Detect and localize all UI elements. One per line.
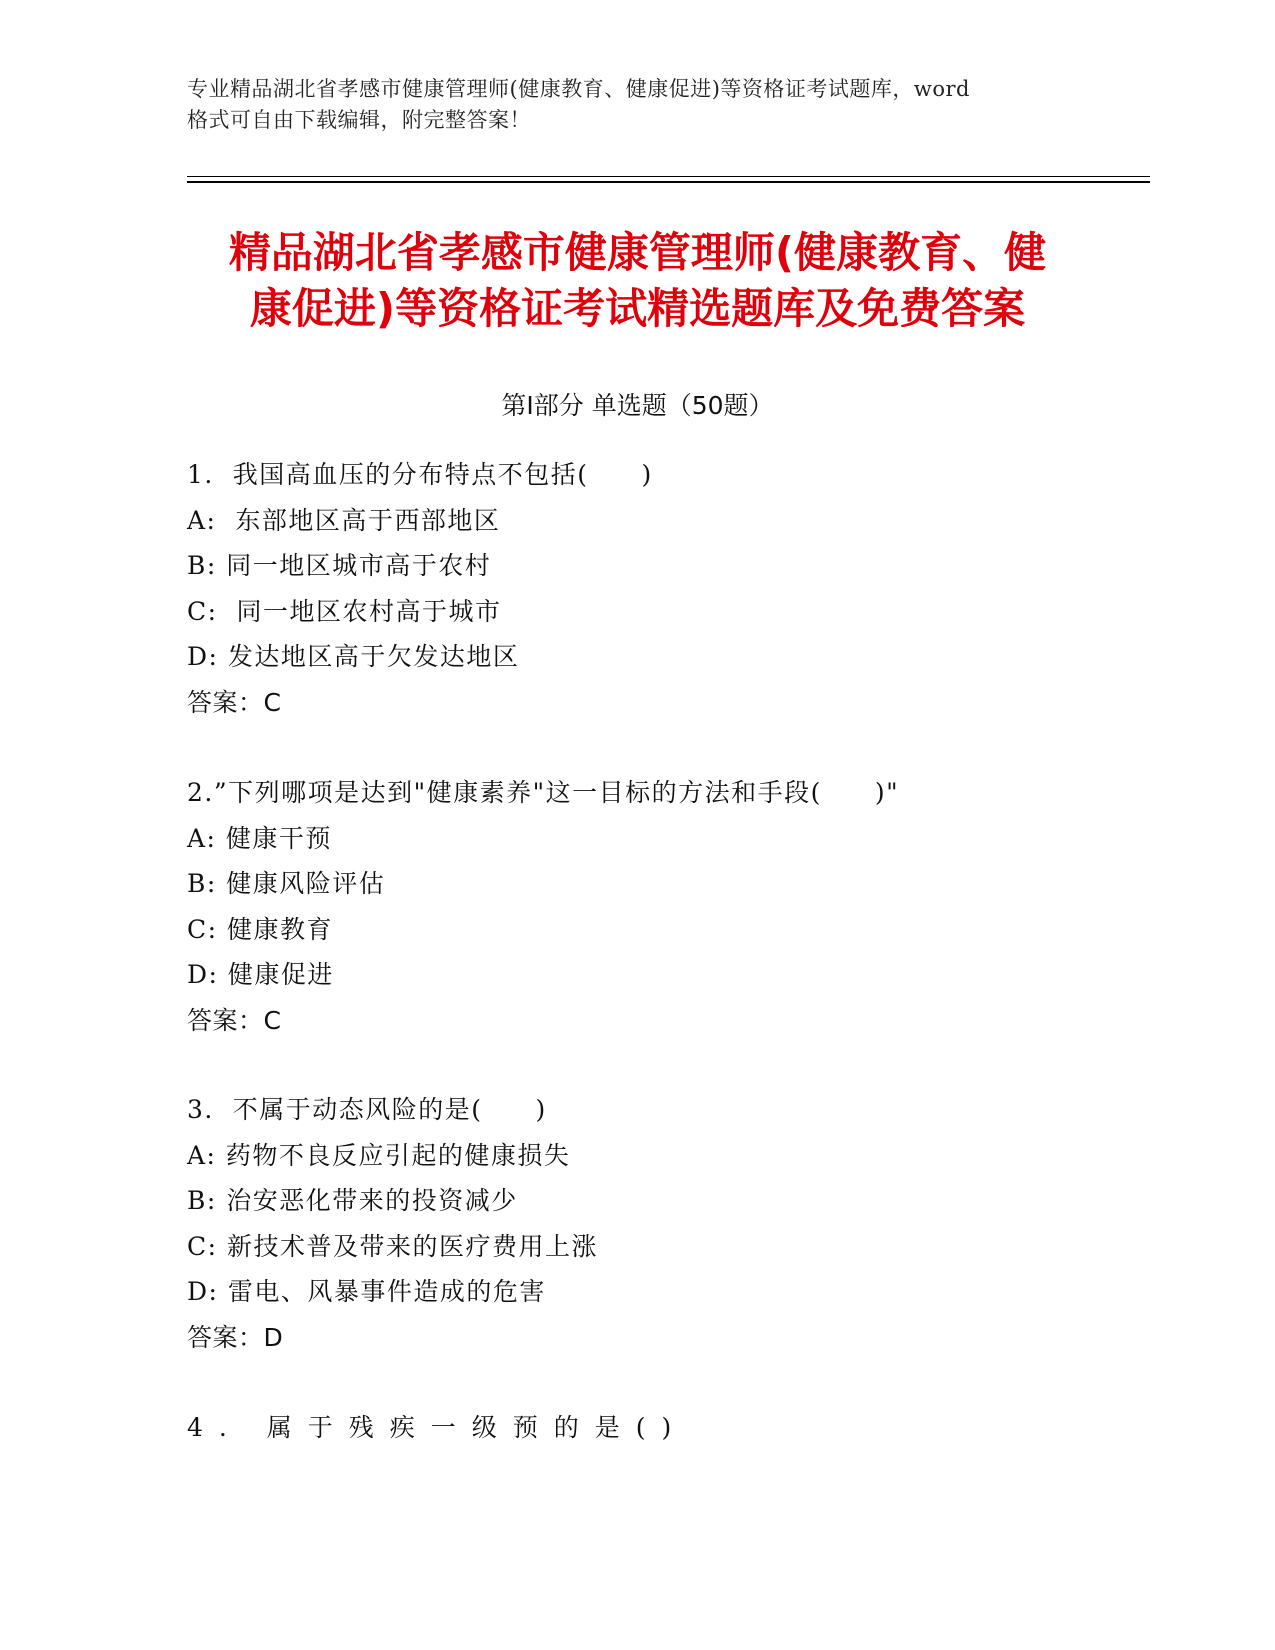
header-note — [187, 74, 1087, 136]
question-stem: 3. 不属于动态风险的是( ) — [187, 1095, 547, 1124]
option-a: A: 健康干预 — [187, 823, 332, 853]
question-stem: 2.”下列哪项是达到"健康素养"这一目标的方法和手段( )" — [187, 778, 900, 807]
option-c: C: 健康教育 — [187, 914, 333, 944]
option-b: B: 治安恶化带来的投资减少 — [187, 1186, 518, 1215]
answer: 答案：C — [187, 687, 282, 717]
option-b: B: 健康风险评估 — [187, 869, 386, 898]
option-d: D: 雷电、风暴事件造成的危害 — [187, 1277, 546, 1306]
document-title-line-1: 精品湖北省孝感市健康管理师(健康教育、健 — [228, 228, 1047, 277]
question-3 — [187, 1087, 1147, 1360]
question-stem: 1. 我国高血压的分布特点不包括( ) — [187, 460, 653, 489]
header-note-line-1: 专业精品湖北省孝感市健康管理师(健康教育、健康促进)等资格证考试题库，word — [187, 77, 970, 101]
header-divider-thick — [187, 181, 1150, 183]
option-d: D: 发达地区高于欠发达地区 — [187, 642, 520, 671]
option-c: C: 新技术普及带来的医疗费用上涨 — [187, 1231, 598, 1261]
section-title: 第Ⅰ部分 单选题（50题） — [501, 391, 774, 420]
question-4 — [187, 1405, 1147, 1451]
question-2 — [187, 770, 1147, 1043]
answer: 答案：D — [187, 1322, 284, 1352]
document-title — [170, 225, 1105, 337]
question-1 — [187, 452, 1147, 725]
header-note-line-2: 格式可自由下载编辑，附完整答案！ — [187, 108, 531, 132]
option-d: D: 健康促进 — [187, 960, 334, 989]
option-a: A: 东部地区高于西部地区 — [187, 505, 501, 535]
option-b: B: 同一地区城市高于农村 — [187, 551, 492, 580]
question-stem: 4. 属于残疾一级预的是() — [187, 1413, 688, 1442]
header-divider-thin — [187, 176, 1150, 177]
option-c: C: 同一地区农村高于城市 — [187, 596, 502, 626]
answer: 答案：C — [187, 1005, 282, 1035]
document-title-line-2: 康促进)等资格证考试精选题库及免费答案 — [249, 284, 1026, 333]
option-a: A: 药物不良反应引起的健康损失 — [187, 1140, 571, 1170]
